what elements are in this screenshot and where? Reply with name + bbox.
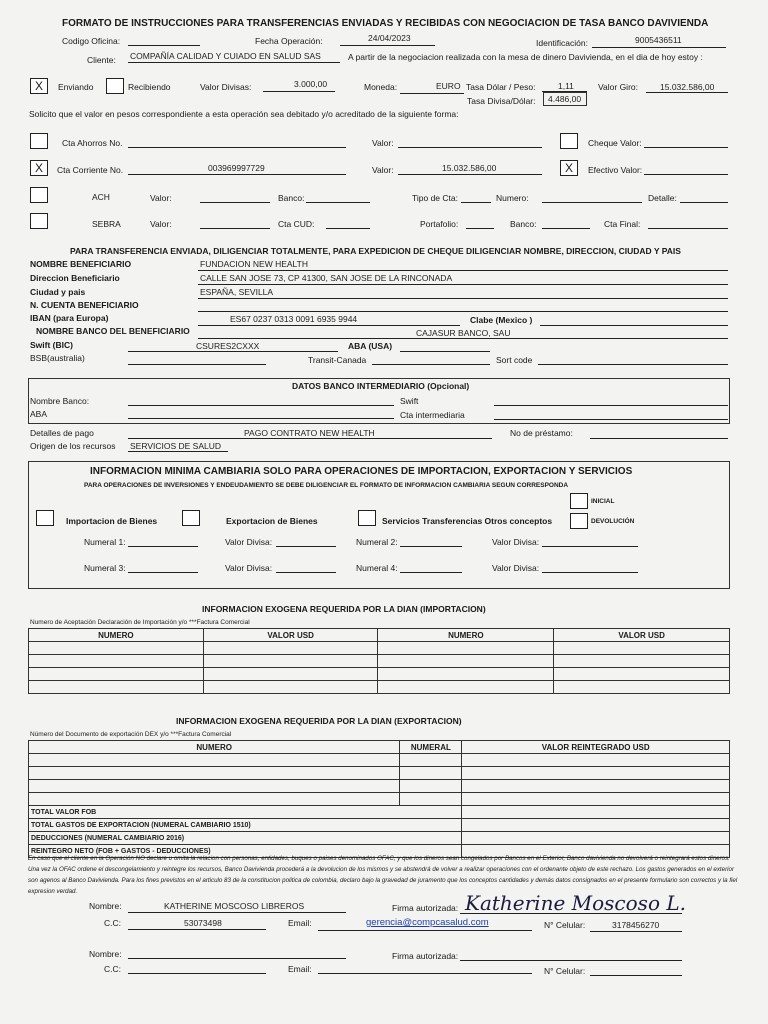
valor-giro-field[interactable] [646, 92, 728, 93]
numero-label: Numero: [496, 193, 529, 203]
table-header-row [29, 741, 730, 754]
efectivo-field[interactable] [644, 174, 728, 175]
sebra-label: SEBRA [92, 219, 121, 229]
nombre-beneficiario-label: NOMBRE BENEFICIARIO [30, 259, 132, 269]
total-gastos-row [29, 819, 730, 832]
detalle-field[interactable] [680, 202, 728, 203]
fecha-field[interactable] [340, 45, 435, 46]
ach-valor-field[interactable] [200, 202, 270, 203]
transit-field[interactable] [372, 364, 490, 365]
col-numero-2: NUMERO [378, 629, 554, 642]
importacion-label: Importacion de Bienes [66, 516, 158, 526]
numero-field[interactable] [542, 202, 642, 203]
tasa-divisa-value: 4.486,00 [548, 94, 582, 104]
reintegro-label: REINTEGRO NETO (FOB + GASTOS - DEDUCCIONES) [29, 845, 462, 858]
recibiendo-checkbox[interactable] [106, 78, 124, 94]
direccion-value: CALLE SAN JOSE 73, CP 41300, SAN JOSE DE LA RINCONADA [200, 273, 453, 283]
cc1-label: C.C: [104, 918, 121, 928]
efectivo-label: Efectivo Valor: [588, 165, 643, 175]
sort-code-field[interactable] [538, 364, 728, 365]
cliente-field[interactable] [128, 62, 340, 63]
cliente-label: Cliente: [87, 55, 116, 65]
col-numeral: NUMERAL [400, 741, 462, 754]
importacion-checkbox[interactable] [36, 510, 54, 526]
ach-valor-label: Valor: [150, 193, 172, 203]
valor-divisa1-label: Valor Divisa: [225, 537, 273, 547]
firma1-signature: Katherine Moscoso L. [465, 891, 686, 915]
nombre-banco-intermediario-label: Nombre Banco: [30, 396, 90, 406]
table-row [29, 681, 730, 694]
valor-corriente-value: 15.032.586,00 [442, 163, 497, 173]
total-fob-label: TOTAL VALOR FOB [29, 806, 462, 819]
identificacion-field[interactable] [592, 47, 726, 48]
table-row [29, 668, 730, 681]
inicial-checkbox[interactable] [570, 493, 588, 509]
iban-label: IBAN (para Europa) [30, 313, 109, 323]
table-row [29, 780, 730, 793]
identificacion-label: Identificación: [536, 38, 588, 48]
aba-intermediario-label: ABA [30, 409, 48, 419]
ach-label: ACH [92, 192, 110, 202]
servicios-label: Servicios Transferencias Otros conceptos [382, 516, 553, 526]
tipo-cta-label: Tipo de Cta: [412, 193, 458, 203]
firma2-field[interactable] [460, 960, 682, 961]
direccion-label: Direccion Beneficiario [30, 273, 120, 283]
codigo-oficina-label: Codigo Oficina: [62, 36, 121, 46]
ciudad-value: ESPAÑA, SEVILLA [200, 287, 274, 297]
numeral1-field[interactable] [128, 546, 198, 547]
bsb-label: BSB(australia) [30, 353, 85, 363]
valor-divisa4-field[interactable] [542, 572, 638, 573]
moneda-label: Moneda: [364, 82, 398, 92]
swift-intermediario-field[interactable] [494, 405, 728, 406]
valor-divisa3-field[interactable] [276, 572, 336, 573]
table-row [29, 754, 730, 767]
efectivo-checkbox[interactable] [560, 160, 578, 176]
email1-label: Email: [288, 918, 312, 928]
clabe-label: Clabe (Mexico ) [470, 315, 533, 325]
cc2-label: C.C: [104, 964, 121, 974]
ciudad-field[interactable] [198, 298, 728, 299]
swift-intermediario-label: Swift [400, 396, 419, 406]
tasa-dolar-label: Tasa Dólar / Peso: [466, 82, 536, 92]
table-row [29, 655, 730, 668]
numeral3-label: Numeral 3: [84, 563, 126, 573]
nombre-banco-label: NOMBRE BANCO DEL BENEFICIARIO [36, 326, 190, 336]
cc2-field[interactable] [128, 973, 266, 974]
enviando-label: Enviando [58, 82, 94, 92]
tasa-divisa-label: Tasa Divisa/Dólar: [467, 96, 536, 106]
moneda-value: EURO [436, 81, 461, 91]
cambiaria-title: INFORMACION MINIMA CAMBIARIA SOLO PARA OPERACIONES DE IMPORTACION, EXPORTACION Y SERVICIOS [90, 466, 633, 477]
aba-usa-label: ABA (USA) [348, 341, 393, 351]
nombre1-value: KATHERINE MOSCOSO LIBREROS [164, 901, 305, 911]
tasa-divisa-field[interactable] [543, 92, 587, 106]
solicito-text: Solicito que el valor en pesos correspondiente a esta operación sea debitado y/o acreditado de la siguiente forma: [29, 109, 459, 119]
nombre-beneficiario-field[interactable] [198, 270, 728, 271]
email1-field[interactable] [318, 930, 532, 931]
numeral2-label: Numeral 2: [356, 537, 398, 547]
cta-intermediaria-label: Cta intermediaria [400, 410, 465, 420]
firma1-field[interactable] [460, 913, 682, 914]
cheque-checkbox[interactable] [560, 133, 578, 149]
codigo-oficina-field[interactable] [128, 45, 200, 46]
cta-final-field[interactable] [648, 228, 728, 229]
table-row [29, 767, 730, 780]
valor-divisa2-label: Valor Divisa: [492, 537, 540, 547]
devolucion-checkbox[interactable] [570, 513, 588, 529]
transit-label: Transit-Canada [308, 355, 367, 365]
iban-value: ES67 0237 0313 0091 6935 9944 [230, 314, 358, 324]
cta-corriente-label: Cta Corriente No. [57, 165, 124, 175]
valor-divisas-label: Valor Divisas: [200, 82, 252, 92]
nombre1-label: Nombre: [89, 901, 122, 911]
cc1-field[interactable] [128, 929, 266, 930]
swift-field[interactable] [128, 351, 338, 352]
enviando-checkbox[interactable] [30, 78, 48, 94]
valor-corriente-field[interactable] [398, 174, 542, 175]
valor-giro-value: 15.032.586,00 [660, 82, 715, 92]
cta-ahorros-field[interactable] [128, 147, 346, 148]
nombre2-field[interactable] [128, 958, 346, 959]
valor-ahorros-label: Valor: [372, 138, 394, 148]
prestamo-label: No de préstamo: [510, 428, 573, 438]
numeral4-field[interactable] [400, 572, 462, 573]
valor-divisa3-label: Valor Divisa: [225, 563, 273, 573]
firma2-label: Firma autorizada: [392, 951, 459, 961]
valor-divisas-value: 3.000,00 [294, 79, 328, 89]
deducciones-row [29, 832, 730, 845]
importacion-subtitle: Numero de Aceptación Declaración de Importación y/o ***Factura Comercial [30, 619, 250, 626]
numeral1-label: Numeral 1: [84, 537, 126, 547]
aba-intermediario-field[interactable] [128, 418, 394, 419]
origen-value: SERVICIOS DE SALUD [130, 441, 222, 451]
detalles-pago-value: PAGO CONTRATO NEW HEALTH [244, 428, 375, 438]
intermediary-title: DATOS BANCO INTERMEDIARIO (Opcional) [292, 381, 470, 391]
email2-label: Email: [288, 964, 312, 974]
table-header-row [29, 629, 730, 642]
moneda-field[interactable] [400, 93, 464, 94]
inicial-label: INICIAL [591, 498, 615, 505]
aba-usa-field[interactable] [400, 351, 490, 352]
bsb-field[interactable] [128, 364, 266, 365]
cc1-value: 53073498 [184, 918, 222, 928]
detalles-pago-field[interactable] [128, 438, 492, 439]
celular1-label: N° Celular: [544, 920, 586, 930]
importacion-table [28, 628, 730, 694]
total-fob-row [29, 806, 730, 819]
nombre-banco-value: CAJASUR BANCO, SAU [416, 328, 511, 338]
cta-corriente-field[interactable] [128, 174, 346, 175]
portafolio-label: Portafolio: [420, 219, 459, 229]
origen-label: Origen de los recursos [30, 441, 116, 451]
cta-corriente-checkbox[interactable] [30, 160, 48, 176]
valor-divisa4-label: Valor Divisa: [492, 563, 540, 573]
celular1-field[interactable] [590, 931, 682, 932]
col-valor-usd-2: VALOR USD [554, 629, 730, 642]
sort-code-label: Sort code [496, 355, 533, 365]
recibiendo-label: Recibiendo [128, 82, 171, 92]
direccion-field[interactable] [198, 284, 728, 285]
cheque-field[interactable] [644, 147, 728, 148]
swift-value: CSURES2CXXX [196, 341, 260, 351]
cuenta-beneficiario-label: N. CUENTA BENEFICIARIO [30, 300, 139, 310]
col-valor-usd: VALOR USD [203, 629, 378, 642]
cta-cud-label: Cta CUD: [278, 219, 315, 229]
swift-label: Swift (BIC) [30, 340, 73, 350]
exportacion-subtitle: Número del Documento de exportación DEX y/o ***Factura Comercial [30, 731, 232, 738]
tasa-dolar-value: 1,11 [558, 81, 574, 91]
devolucion-label: DEVOLUCIÓN [591, 518, 635, 525]
tipo-cta-field[interactable] [461, 202, 491, 203]
valor-ahorros-field[interactable] [398, 147, 542, 148]
servicios-checkbox[interactable] [358, 510, 376, 526]
identificacion-value: 9005436511 [635, 35, 682, 45]
table-row [29, 793, 730, 806]
negociacion-text: A partir de la negociacion realizada con la mesa de dinero Davivienda, en el dia de hoy estoy : [348, 52, 703, 62]
exportacion-table [28, 740, 730, 858]
cambiaria-subtitle: PARA OPERACIONES DE INVERSIONES Y ENDEUDAMIENTO SE DEBE DILIGENCIAR EL FORMATO DE INFORMACION CAMBIARIA SEGUN CORRESPONDA [84, 482, 569, 489]
iban-field[interactable] [198, 325, 460, 326]
email1-value[interactable]: gerencia@compcasalud.com [366, 917, 489, 928]
email2-field[interactable] [318, 973, 532, 974]
disclaimer-text: En caso que el cliente en la Operación NO declare u omita la relacion con personas, entidades, buques o paises denominados OFAC, y que los dineros sean congelados por Bancos en el Exterior, Banco davivienda no devolverá o reintegrará estos dineros. Una vez la OFAC ordene el descongelamiento y reintegre los recursos, Banco Davivienda procederá a la devolucion de los mismos y se abstendrá de volver a realizar operaciones con el ordenante objeto de este rechazo. Los gastos generados en el exterior son agenos al Banco Davivienda. Para los fines previstos en el articulo 83 de la constitucion politica de colombia, declaro bajo la gravedad de juramento que los conceptos cantidades y demás datos consignados en el presente formulario son correctos y la fiel expresion verdad. [28, 855, 738, 895]
table-row [29, 642, 730, 655]
col-valor-reintegrado: VALOR REINTEGRADO USD [462, 741, 730, 754]
nombre-banco-field[interactable] [198, 338, 728, 339]
ach-checkbox[interactable] [30, 187, 48, 203]
numeral4-label: Numeral 4: [356, 563, 398, 573]
sebra-valor-field[interactable] [200, 228, 270, 229]
nombre-banco-intermediario-field[interactable] [128, 405, 394, 406]
clabe-field[interactable] [540, 325, 728, 326]
cuenta-beneficiario-field[interactable] [198, 311, 728, 312]
col-numero: NUMERO [29, 741, 400, 754]
fecha-label: Fecha Operación: [255, 36, 323, 46]
nombre-beneficiario-value: FUNDACION NEW HEALTH [200, 259, 308, 269]
beneficiary-section-title: PARA TRANSFERENCIA ENVIADA, DILIGENCIAR TOTALMENTE, PARA EXPEDICION DE CHEQUE DILIGENCIAR NOMBRE, DIRECCION, CIUDAD Y PAIS [70, 246, 681, 256]
origen-field[interactable] [128, 451, 228, 452]
form-title: FORMATO DE INSTRUCCIONES PARA TRANSFERENCIAS ENVIADAS Y RECIBIDAS CON NEGOCIACION DE TASA BANCO DAVIVIENDA [62, 18, 709, 29]
valor-giro-label: Valor Giro: [598, 82, 638, 92]
valor-divisa1-field[interactable] [276, 546, 336, 547]
nombre1-field[interactable] [128, 912, 346, 913]
cta-ahorros-label: Cta Ahorros No. [62, 138, 123, 148]
deducciones-label: DEDUCCIONES (NUMERAL CAMBIARIO 2016) [29, 832, 462, 845]
valor-corriente-label: Valor: [372, 165, 394, 175]
ach-banco-field[interactable] [306, 202, 370, 203]
valor-divisa2-field[interactable] [542, 546, 638, 547]
numeral2-field[interactable] [400, 546, 462, 547]
exportacion-title: INFORMACION EXOGENA REQUERIDA POR LA DIAN (EXPORTACION) [176, 716, 462, 726]
cta-final-label: Cta Final: [604, 219, 641, 229]
celular2-label: N° Celular: [544, 966, 586, 976]
prestamo-field[interactable] [590, 438, 728, 439]
detalles-pago-label: Detalles de pago [30, 428, 94, 438]
detalle-label: Detalle: [648, 193, 677, 203]
importacion-title: INFORMACION EXOGENA REQUERIDA POR LA DIAN (IMPORTACION) [202, 604, 486, 614]
fecha-value: 24/04/2023 [368, 33, 411, 43]
celular2-field[interactable] [590, 975, 682, 976]
exportacion-checkbox[interactable] [182, 510, 200, 526]
ach-banco-label: Banco: [278, 193, 305, 203]
numeral3-field[interactable] [128, 572, 198, 573]
sebra-banco-field[interactable] [542, 228, 590, 229]
total-gastos-label: TOTAL GASTOS DE EXPORTACION (NUMERAL CAMBIARIO 1510) [29, 819, 462, 832]
cliente-value: COMPAÑÍA CALIDAD Y CUIADO EN SALUD SAS [130, 51, 321, 61]
cta-cud-field[interactable] [326, 228, 370, 229]
sebra-valor-label: Valor: [150, 219, 172, 229]
exportacion-label: Exportacion de Bienes [226, 516, 318, 526]
sebra-banco-label: Banco: [510, 219, 537, 229]
cta-intermediaria-field[interactable] [494, 419, 728, 420]
ciudad-label: Ciudad y pais [30, 287, 86, 297]
nombre2-label: Nombre: [89, 949, 122, 959]
cta-corriente-value: 003969997729 [208, 163, 265, 173]
firma1-label: Firma autorizada: [392, 903, 459, 913]
portafolio-field[interactable] [466, 228, 494, 229]
cheque-label: Cheque Valor: [588, 138, 642, 148]
sebra-checkbox[interactable] [30, 213, 48, 229]
celular1-value: 3178456270 [612, 920, 660, 930]
cta-ahorros-checkbox[interactable] [30, 133, 48, 149]
valor-divisas-field[interactable] [263, 91, 335, 92]
col-numero: NUMERO [29, 629, 204, 642]
